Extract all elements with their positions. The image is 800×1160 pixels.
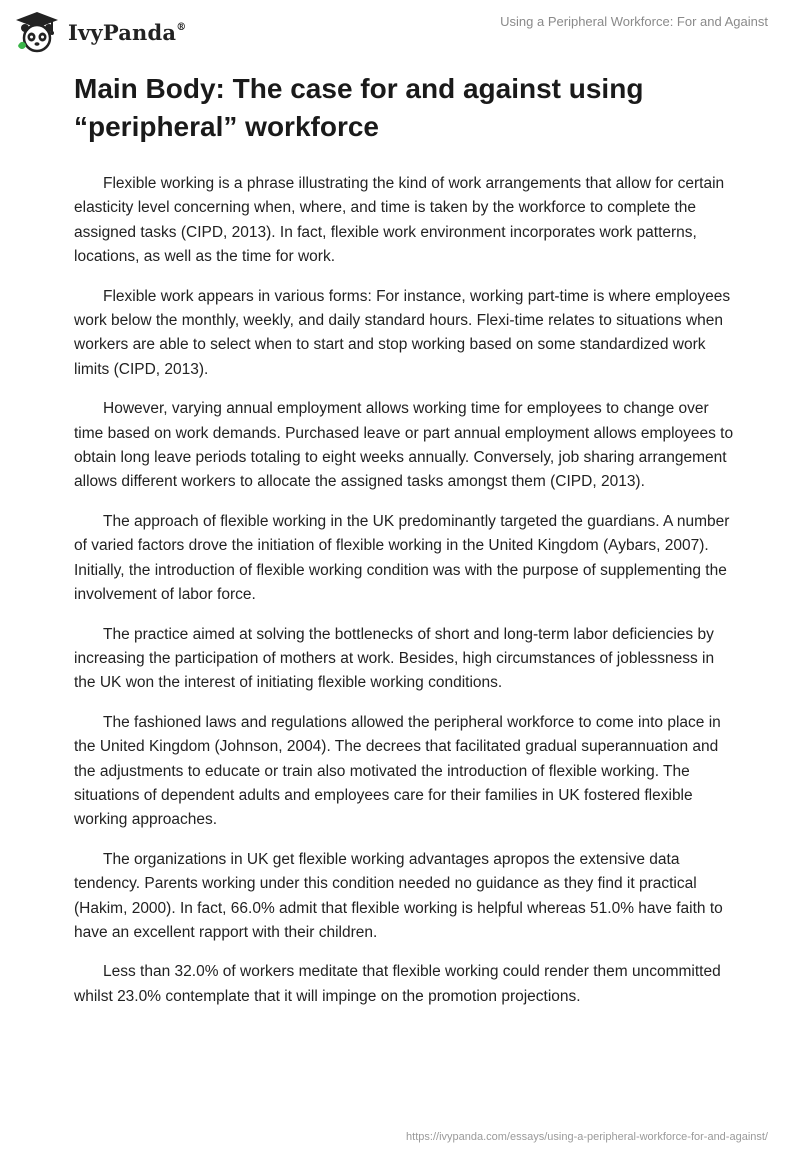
section-heading: Main Body: The case for and against using “peripheral” workforce (74, 73, 644, 142)
paragraph: However, varying annual employment allows working time for employees to change over time based on work demands. Purchased leave or part annual employment allows employees to obtain long leave periods totaling to eight weeks annually. Conversely, job sharing arrangement allows different workers to allocate the assigned tasks amongst them (CIPD, 2013). (74, 400, 734, 491)
logo-wordmark: IvyPanda (68, 19, 177, 45)
registered-mark: ® (176, 21, 187, 33)
paragraph: Flexible work appears in various forms: For instance, working part-time is where employees work below the monthly, weekly, and daily standard hours. Flexi-time relates to situations when workers are able to select when to start and stop working based on some standardized work limits (CIPD, 2013). (74, 287, 731, 378)
ivypanda-logo[interactable] (14, 10, 186, 54)
logo-text (68, 20, 186, 45)
page-header (0, 0, 800, 60)
paragraph: The approach of flexible working in the UK predominantly targeted the guardians. A number of varied factors drove the initiation of flexible working in the United Kingdom (Aybars, 2007). Initially, the introduction of flexible working condition was with the purpose of supplementing the involvement of labor force. (74, 512, 730, 604)
paragraph: The organizations in UK get flexible working advantages apropos the extensive data tendency. Parents working under this condition needed no guidance as they find it practical (Hakim, 2000). In fact, 66.0% admit that flexible working is helpful whereas 51.0% have faith to have an excellent rapport with their children. (74, 850, 723, 941)
paragraph: Flexible working is a phrase illustrating the kind of work arrangements that allow for certain elasticity level concerning when, where, and time is taken by the workforce to complete the assigned tasks (CIPD, 2013). In fact, flexible work environment incorporates work patterns, locations, as well as the time for work. (74, 175, 725, 266)
panda-graduate-icon (14, 10, 60, 54)
document-title: Using a Peripheral Workforce: For and Against (500, 14, 768, 29)
essay-body (74, 172, 734, 1024)
source-url[interactable]: https://ivypanda.com/essays/using-a-peripheral-workforce-for-and-against/ (406, 1131, 768, 1143)
paragraph: The practice aimed at solving the bottlenecks of short and long-term labor deficiencies by increasing the participation of mothers at work. Besides, high circumstances of joblessness in the UK won the interest of initiating flexible working conditions. (74, 625, 715, 692)
paragraph: Less than 32.0% of workers meditate that flexible working could render them uncommitted whilst 23.0% contemplate that it will impinge on the promotion projections. (74, 963, 721, 1005)
paragraph: The fashioned laws and regulations allowed the peripheral workforce to come into place in the United Kingdom (Johnson, 2004). The decrees that facilitated gradual superannuation and the adjustments to educate or train also motivated the introduction of flexible working. The situations of dependent adults and employees care for their families in UK fostered flexible working approaches. (74, 713, 721, 829)
